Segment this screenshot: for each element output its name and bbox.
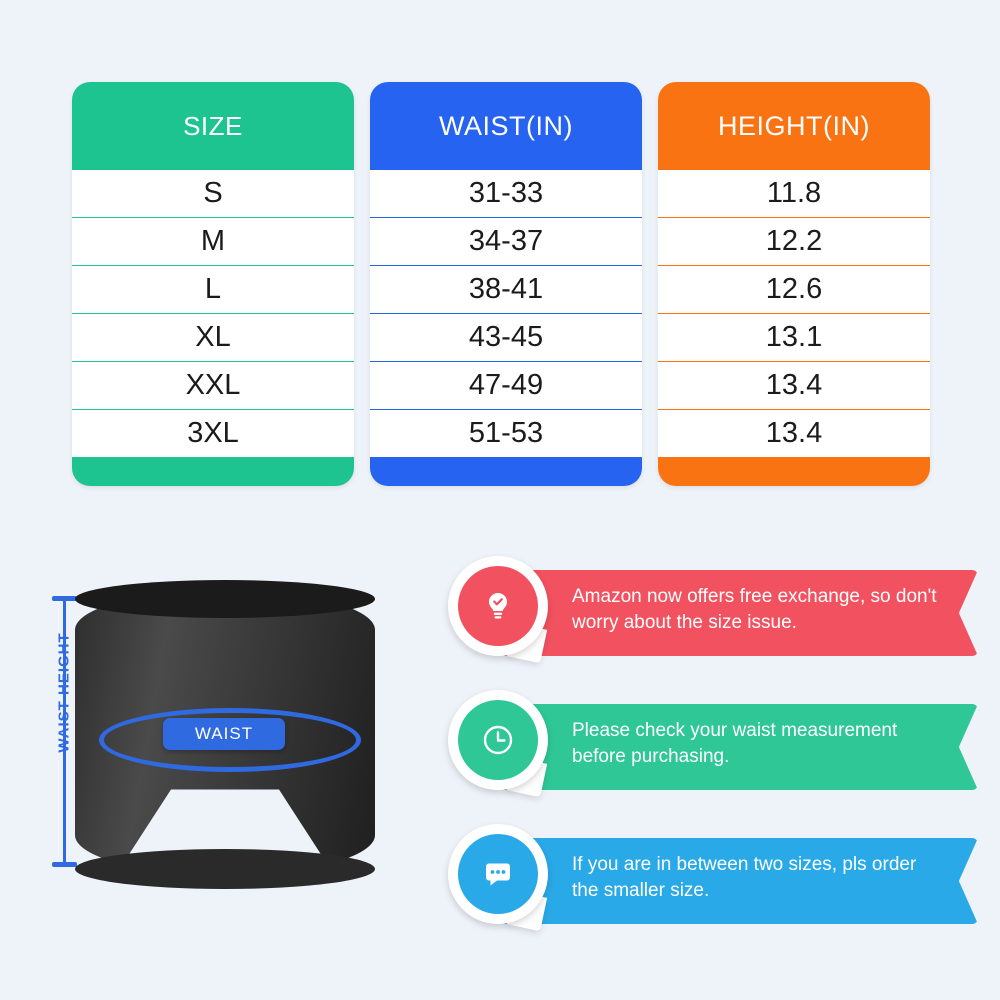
notes-list — [440, 556, 980, 958]
column-header-waist: WAIST(IN) — [439, 110, 573, 141]
table-cell: 3XL — [72, 410, 354, 457]
size-chart-column-size — [72, 82, 354, 486]
size-chart-column-waist — [370, 82, 642, 486]
belt-top-edge — [75, 580, 375, 618]
table-cell: 13.4 — [658, 362, 930, 409]
table-cell: 11.8 — [658, 170, 930, 217]
table-cell: 38-41 — [370, 266, 642, 313]
table-cell: 34-37 — [370, 218, 642, 265]
table-cell: 13.1 — [658, 314, 930, 361]
table-cell: 51-53 — [370, 410, 642, 457]
column-header-height: HEIGHT(IN) — [718, 110, 870, 141]
table-cell: XL — [72, 314, 354, 361]
note-badge — [448, 556, 556, 668]
table-cell: 12.2 — [658, 218, 930, 265]
size-chart-table — [72, 82, 928, 486]
table-cell: 13.4 — [658, 410, 930, 457]
waist-height-label: WAIST HEIGHT — [55, 632, 73, 753]
belt-bottom-edge — [75, 849, 375, 889]
chat-bubble-icon — [458, 834, 538, 914]
note-text: Please check your waist measurement before purchasing. — [572, 720, 898, 767]
clock-icon — [458, 700, 538, 780]
table-cell: S — [72, 170, 354, 217]
table-cell: L — [72, 266, 354, 313]
table-cell: XXL — [72, 362, 354, 409]
note-text: Amazon now offers free exchange, so don't worry about the size issue. — [572, 586, 937, 633]
column-footer — [658, 458, 930, 486]
table-cell: 43-45 — [370, 314, 642, 361]
column-footer — [72, 458, 354, 486]
product-illustration — [20, 560, 440, 980]
table-cell: 31-33 — [370, 170, 642, 217]
column-footer — [370, 458, 642, 486]
note-badge — [448, 690, 556, 802]
table-cell: 47-49 — [370, 362, 642, 409]
waist-label: WAIST — [163, 718, 285, 750]
lightbulb-check-icon — [458, 566, 538, 646]
note-text: If you are in between two sizes, pls order the smaller size. — [572, 854, 917, 901]
table-cell: 12.6 — [658, 266, 930, 313]
measure-cap-bottom-icon — [52, 862, 77, 867]
table-cell: M — [72, 218, 354, 265]
note-item — [440, 556, 980, 674]
note-item — [440, 690, 980, 808]
size-chart-column-height — [658, 82, 930, 486]
note-item — [440, 824, 980, 942]
waist-trainer-image — [75, 590, 375, 875]
note-badge — [448, 824, 556, 936]
column-header-size: SIZE — [183, 110, 243, 141]
